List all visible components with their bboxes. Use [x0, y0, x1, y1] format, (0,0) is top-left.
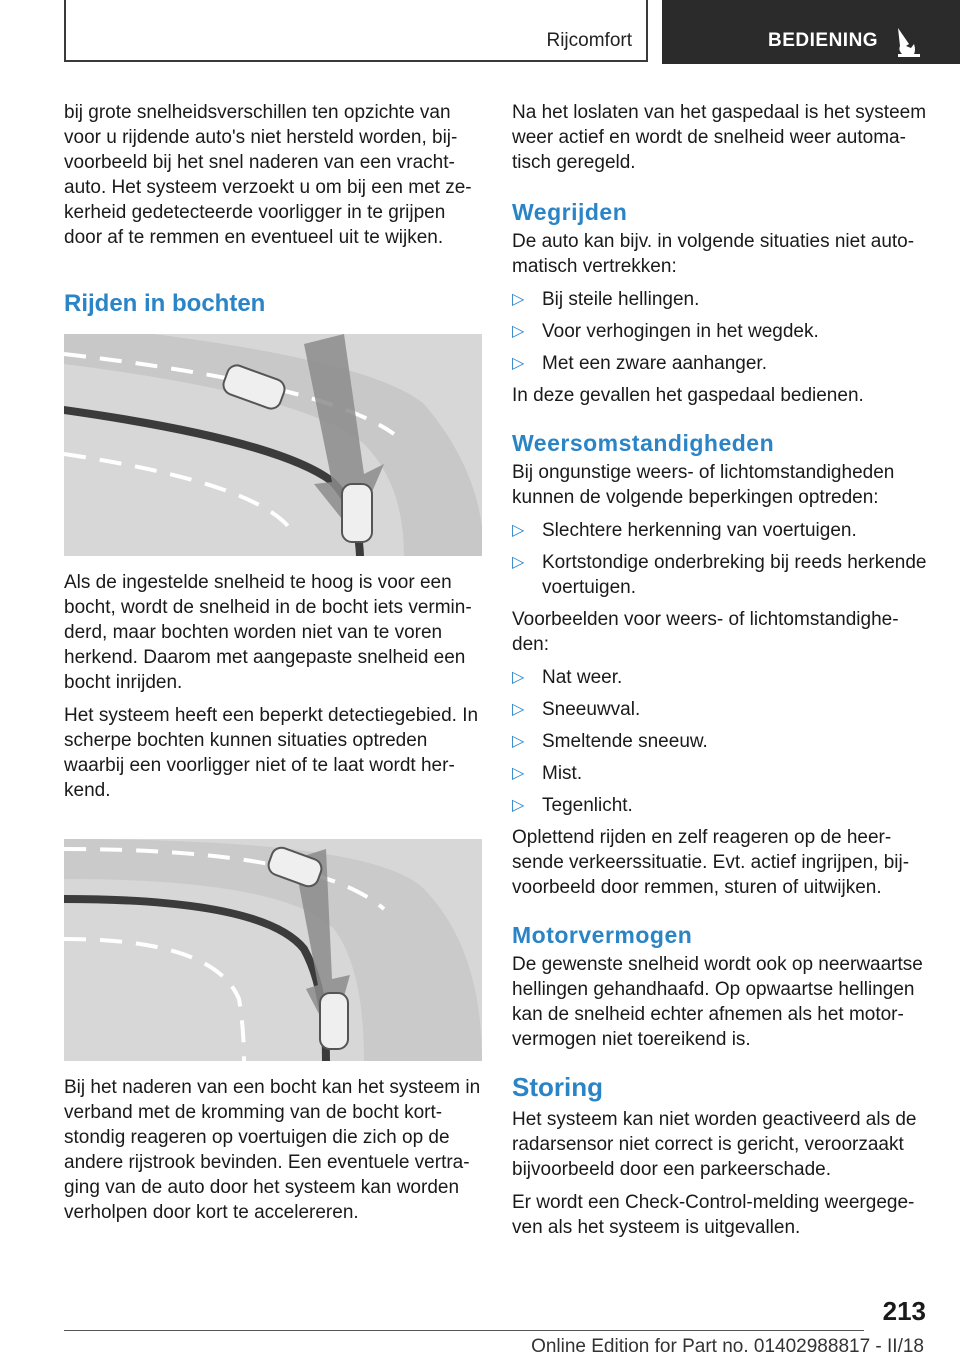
weather-list	[512, 518, 928, 600]
header-chapter-tab	[662, 0, 960, 64]
left-column	[64, 100, 482, 1233]
list-item: ▷ Bij steile hellingen.	[512, 289, 700, 310]
curves-paragraph-2: Het systeem heeft een beperkt detectiegebied. In scherpe bochten kunnen situaties optreden waarbij een voorligger niet of te laat wordt herkend.	[64, 705, 479, 801]
list-item: ▷ Slechtere herkenning van voertuigen.	[512, 520, 857, 541]
triangle-bullet-icon: ▷	[512, 355, 525, 372]
weather-examples-paragraph: Voorbeelden voor weers- of lichtomstandigheden:	[512, 609, 899, 655]
fault-paragraph-2: Er wordt een Check-Control-melding weergegeven als het systeem is uitgevallen.	[512, 1192, 915, 1238]
drive-off-paragraph: De auto kan bijv. in volgende situaties niet automatisch vertrekken:	[512, 231, 915, 277]
right-column	[512, 100, 928, 1248]
list-item: ▷ Kortstondige onderbreking bij reeds herkende voertuigen.	[512, 552, 927, 598]
triangle-bullet-icon: ▷	[512, 765, 525, 782]
footer-divider	[64, 1330, 864, 1331]
list-item: ▷ Tegenlicht.	[512, 795, 633, 816]
drive-off-list	[512, 287, 928, 376]
page-number: 213	[882, 1296, 926, 1326]
weather-paragraph-2: Oplettend rijden en zelf reageren op de heersende verkeerssituatie. Evt. actief ingrijpen, bijvoorbeeld door remmen, sturen of uitwijken.	[512, 827, 910, 898]
heading-curves: Rijden in bochten	[64, 290, 266, 317]
triangle-bullet-icon: ▷	[512, 323, 525, 340]
triangle-bullet-icon: ▷	[512, 522, 525, 539]
header-section-title: Rijcomfort	[546, 30, 632, 51]
triangle-bullet-icon: ▷	[512, 291, 525, 308]
list-item: ▷ Sneeuwval.	[512, 699, 641, 720]
heading-fault: Storing	[512, 1072, 603, 1102]
weather-paragraph: Bij ongunstige weers- of lichtomstandigheden kunnen de volgende beperkingen optreden:	[512, 462, 895, 508]
curve-illustration-2	[64, 839, 482, 1061]
list-item: ▷ Smeltende sneeuw.	[512, 731, 708, 752]
triangle-bullet-icon: ▷	[512, 669, 525, 686]
edition-note: Online Edition for Part no. 01402988817 - II/18	[531, 1336, 924, 1357]
triangle-bullet-icon: ▷	[512, 797, 525, 814]
list-item: ▷ Mist.	[512, 763, 583, 784]
list-item: ▷ Nat weer.	[512, 667, 623, 688]
list-item: ▷ Voor verhogingen in het wegdek.	[512, 321, 819, 342]
heading-engine: Motorvermogen	[512, 922, 693, 948]
pointing-hand-icon	[892, 24, 926, 58]
heading-drive-off: Wegrijden	[512, 199, 628, 225]
triangle-bullet-icon: ▷	[512, 701, 525, 718]
curves-paragraph-3: Bij het naderen van een bocht kan het systeem in verband met de kromming van de bocht kortstondig reageren op voertuigen die zich op de andere rijstrook bevinden. Een eventuele vertraging van de auto door het systeem kan worden verholpen door kort te accelereren.	[64, 1077, 481, 1223]
triangle-bullet-icon: ▷	[512, 733, 525, 750]
curve-illustration-1	[64, 334, 482, 556]
fault-paragraph-1: Het systeem kan niet worden geactiveerd als de radarsensor niet correct is gericht, veroorzaakt bijvoorbeeld door een parkeerschade.	[512, 1109, 917, 1180]
drive-off-paragraph-2: In deze gevallen het gaspedaal bedienen.	[512, 385, 864, 406]
triangle-bullet-icon: ▷	[512, 554, 525, 571]
list-item: ▷ Met een zware aanhanger.	[512, 353, 767, 374]
curves-paragraph-1: Als de ingestelde snelheid te hoog is voor een bocht, wordt de snelheid in de bocht iets verminderd, maar bochten worden niet van te voren herkend. Daarom met aangepaste snelheid een bocht inrijden.	[64, 572, 472, 693]
heading-weather: Weersomstandigheden	[512, 430, 775, 456]
header-chapter-title: BEDIENING	[768, 30, 879, 51]
release-paragraph: Na het loslaten van het gaspedaal is het systeem weer actief en wordt de snelheid weer automatisch geregeld.	[512, 102, 927, 173]
intro-paragraph: bij grote snelheidsverschillen ten opzichte van voor u rijdende auto's niet hersteld worden, bijvoorbeeld bij het snel naderen van een vrachtauto. Het systeem verzoekt u om bij een met zekerheid gedetecteerde voorligger in te grijpen door af te remmen en eventueel uit te wijken.	[64, 102, 472, 248]
weather-examples-list	[512, 665, 928, 818]
header-section-box	[64, 0, 648, 62]
engine-paragraph: De gewenste snelheid wordt ook op neerwaartse hellingen gehandhaafd. Op opwaartse hellingen kan de snelheid echter afnemen als het motorvermogen niet toereikend is.	[512, 954, 923, 1050]
